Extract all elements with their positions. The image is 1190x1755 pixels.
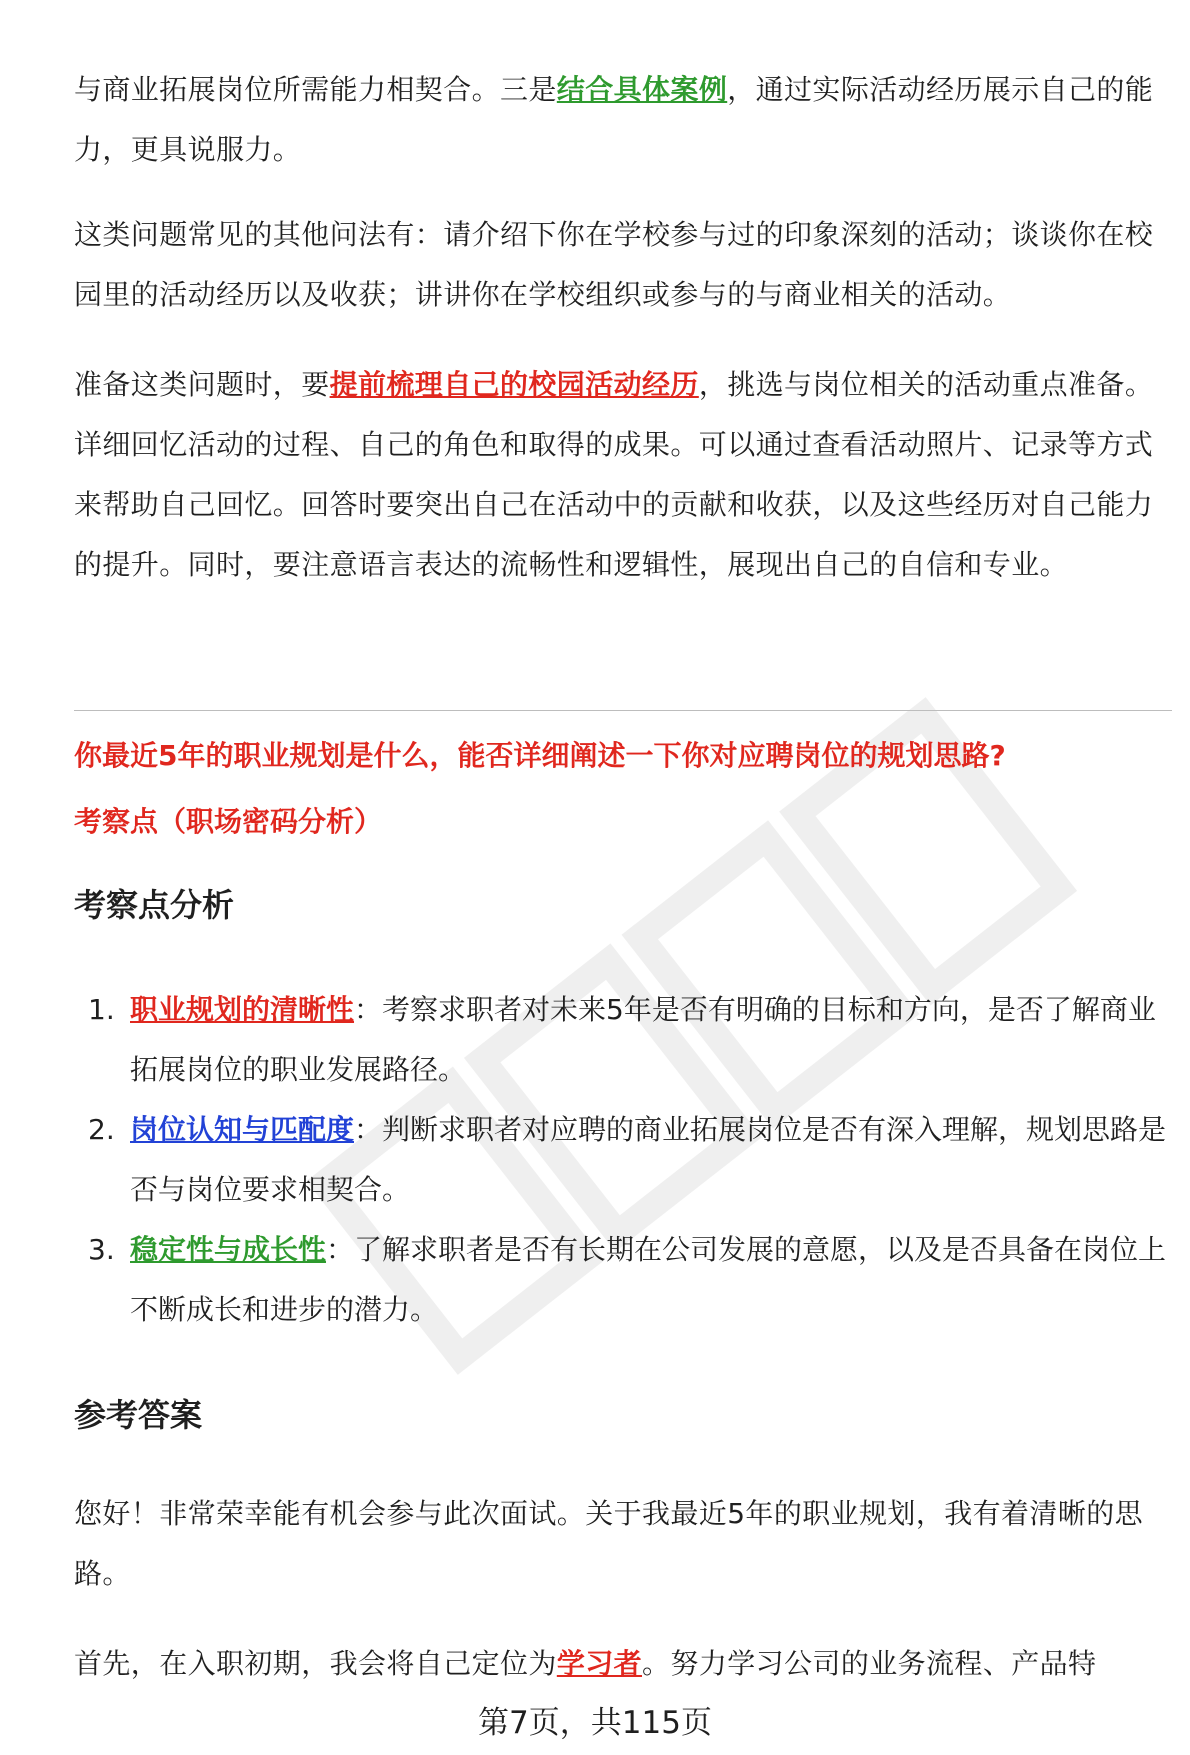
paragraph-1-text: 与商业拓展岗位所需能力相契合。三是	[74, 73, 557, 106]
paragraph-3	[74, 355, 1174, 595]
list-number: 1.	[88, 993, 115, 1026]
analysis-item	[74, 1100, 1174, 1220]
answer-paragraph-2	[74, 1634, 1174, 1694]
analysis-desc: ：考察求职者对未来5年是否有明确的目标和方向，是否了解商业拓展岗位的职业发展路径。	[130, 993, 1156, 1086]
analysis-item	[74, 1220, 1174, 1340]
highlight-learner: 学习者	[556, 1647, 643, 1680]
analysis-term: 稳定性与成长性	[130, 1233, 327, 1266]
analysis-heading: 考察点分析	[74, 886, 235, 924]
analysis-term: 岗位认知与匹配度	[130, 1113, 355, 1146]
analysis-desc: ：了解求职者是否有长期在公司发展的意愿，以及是否具备在岗位上不断成长和进步的潜力。	[130, 1233, 1167, 1326]
answer-heading: 参考答案	[74, 1396, 203, 1434]
paragraph-1-text-end: ，通过实际活动经历展示自己的能力，更具说服力。	[74, 73, 1154, 166]
highlight-campus-activities: 提前梳理自己的校园活动经历	[329, 368, 699, 401]
analysis-term: 职业规划的清晰性	[130, 993, 355, 1026]
answer-paragraph-2-text-end: 。努力学习公司的业务流程、产品特	[642, 1647, 1097, 1680]
paragraph-1	[74, 60, 1174, 180]
analysis-list	[74, 980, 1174, 1340]
paragraph-2: 这类问题常见的其他问法有：请介绍下你在学校参与过的印象深刻的活动；谈谈你在校园里的活动经历以及收获；讲讲你在学校组织或参与的与商业相关的活动。	[74, 218, 1154, 311]
question-subtitle: 考察点（职场密码分析）	[74, 805, 383, 838]
list-number: 3.	[88, 1233, 115, 1266]
highlight-case-example: 结合具体案例	[556, 73, 728, 106]
answer-paragraph-2-text: 首先，在入职初期，我会将自己定位为	[74, 1647, 557, 1680]
analysis-item	[74, 980, 1174, 1100]
paragraph-3-text: 准备这类问题时，要	[74, 368, 330, 401]
answer-paragraph-1: 您好！非常荣幸能有机会参与此次面试。关于我最近5年的职业规划，我有着清晰的思路。	[74, 1497, 1144, 1590]
analysis-desc: ：判断求职者对应聘的商业拓展岗位是否有深入理解，规划思路是否与岗位要求相契合。	[130, 1113, 1167, 1206]
page-number: 第7页，共115页	[478, 1705, 712, 1741]
paragraph-3-text-end: ，挑选与岗位相关的活动重点准备。详细回忆活动的过程、自己的角色和取得的成果。可以通过查看活动照片、记录等方式来帮助自己回忆。回答时要突出自己在活动中的贡献和收获，以及这些经历对自己能力的提升。同时，要注意语言表达的流畅性和逻辑性，展现出自己的自信和专业。	[74, 368, 1154, 581]
list-number: 2.	[88, 1113, 115, 1146]
section-divider	[74, 710, 1172, 711]
interview-question: 你最近5年的职业规划是什么，能否详细阐述一下你对应聘岗位的规划思路?	[74, 739, 1006, 772]
